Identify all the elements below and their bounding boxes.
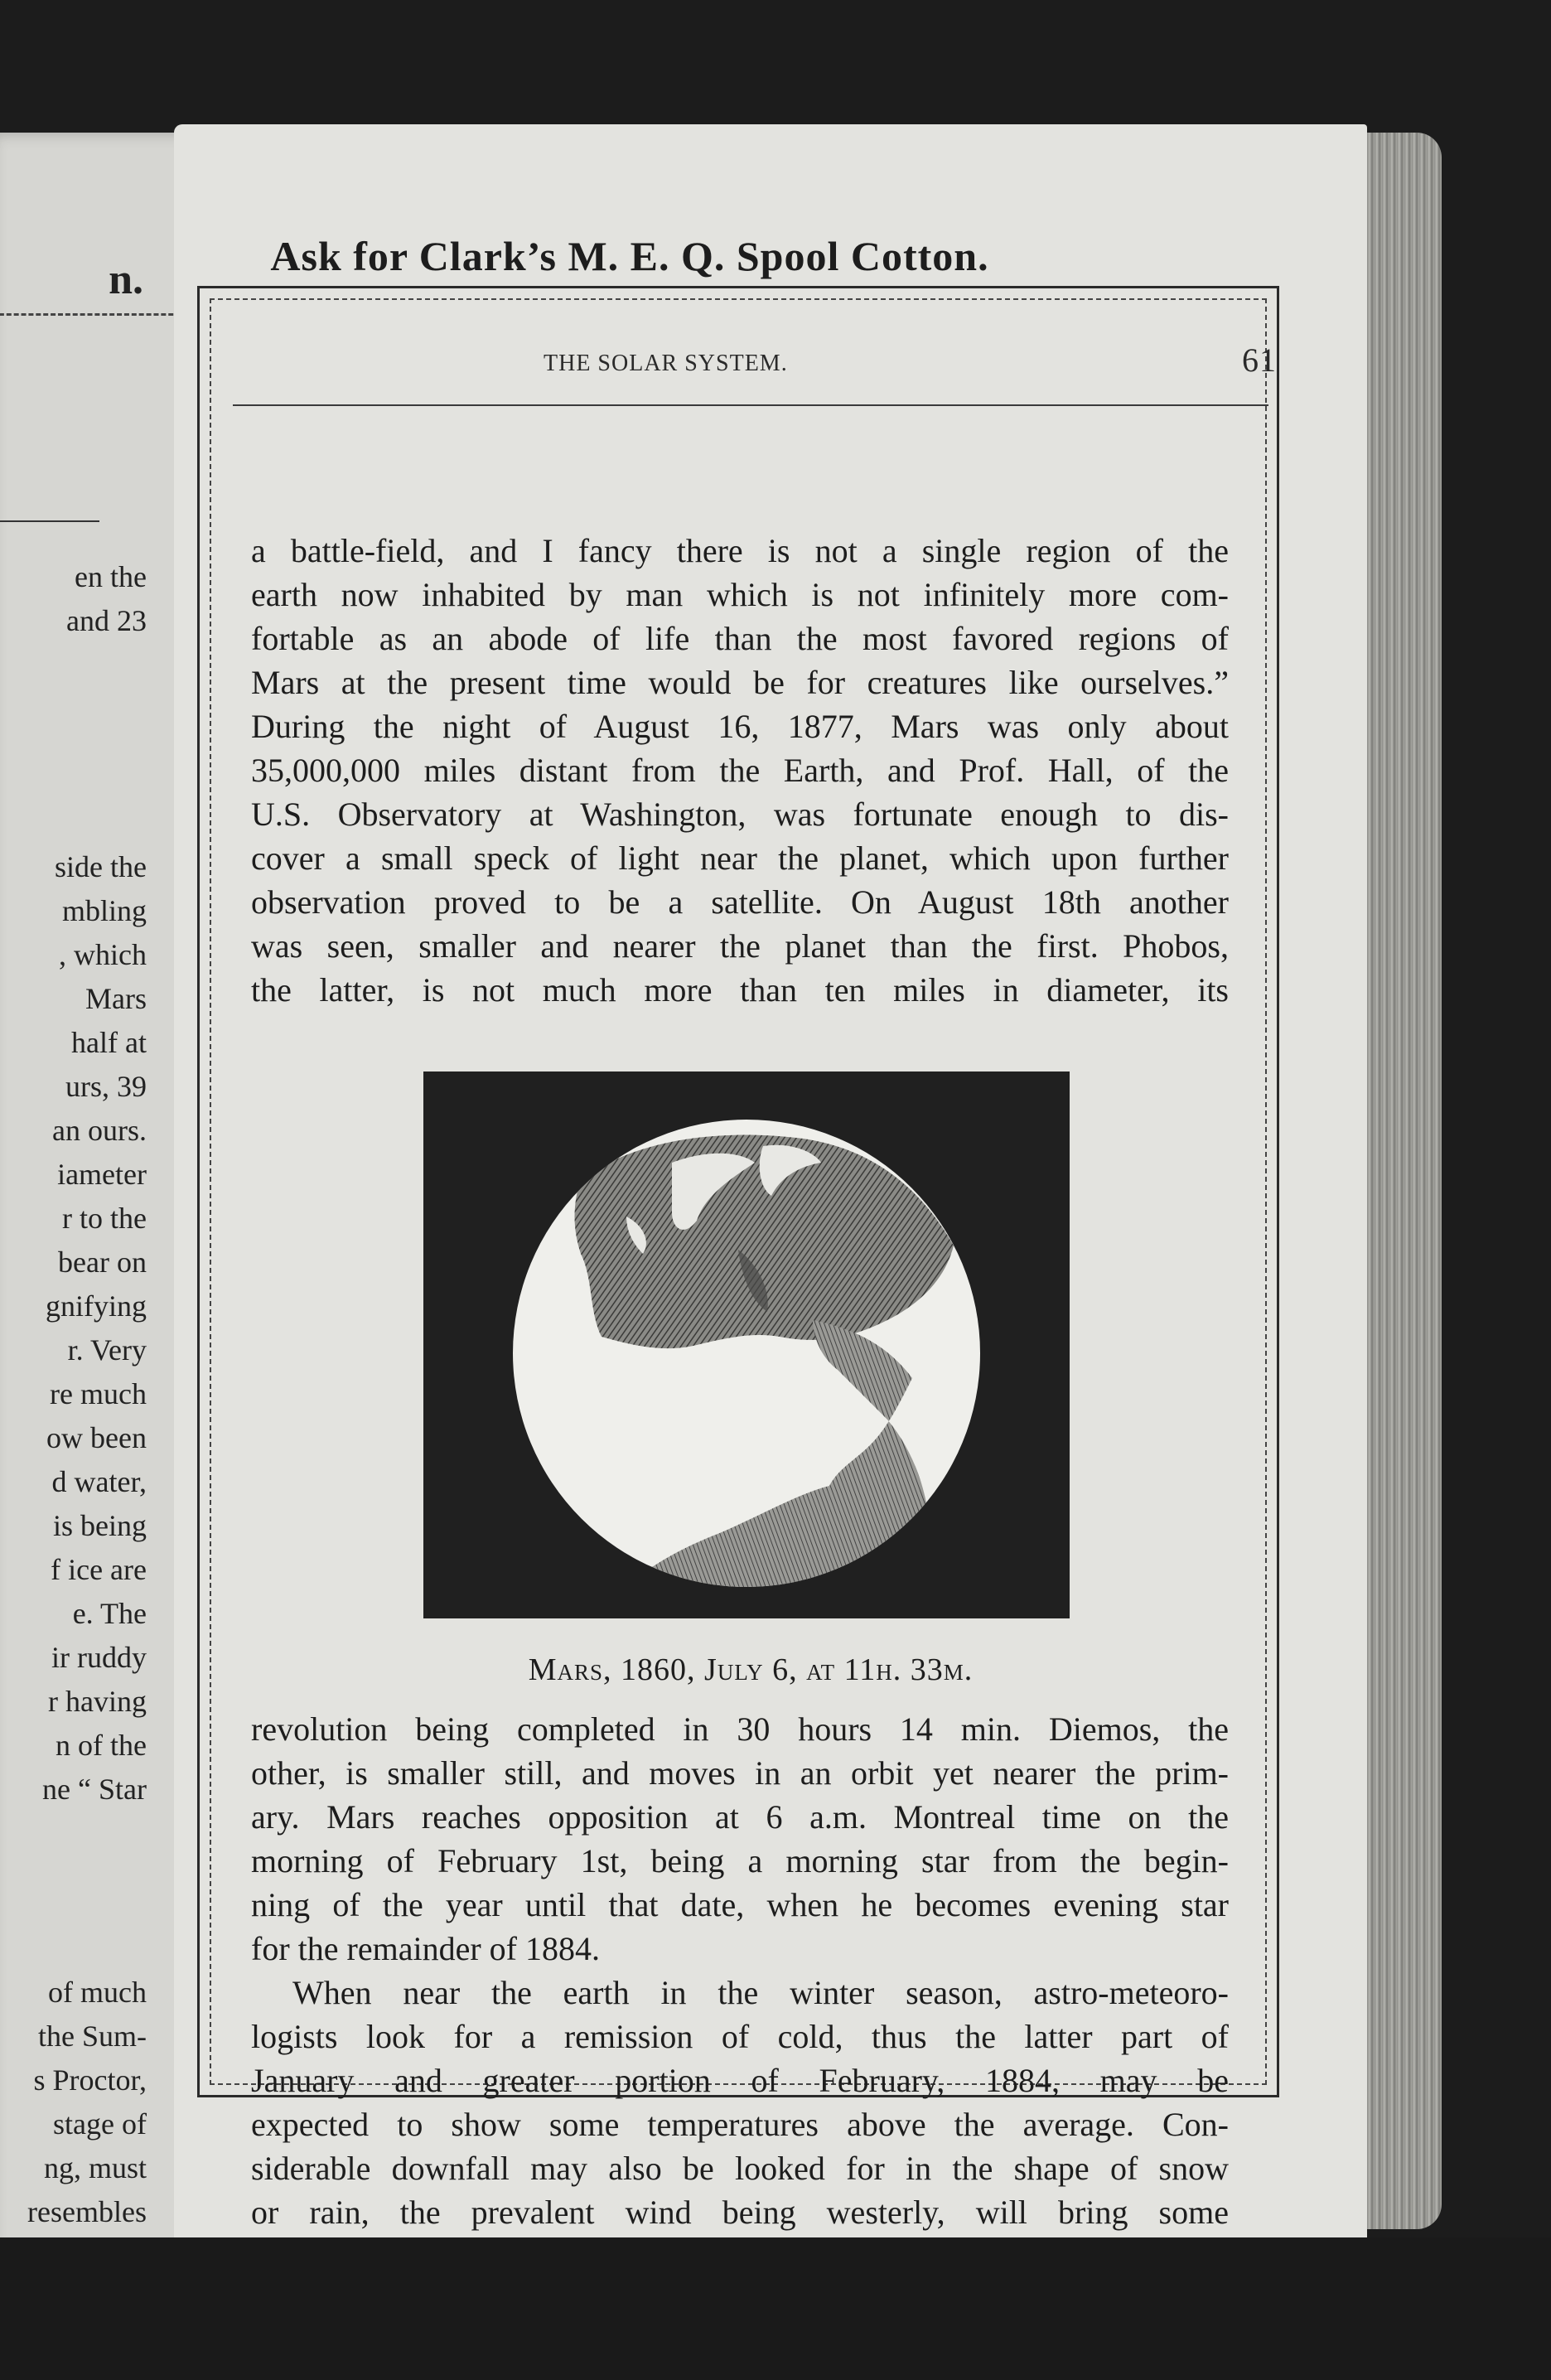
text-line: is being: [53, 1509, 147, 1542]
text-line: fortable as an abode of life than the most favored regions of: [251, 620, 1229, 657]
text-line: was seen, smaller and nearer the planet than the first. Phobos,: [251, 927, 1229, 965]
text-line: e. The: [72, 1597, 147, 1630]
text-line: mbling: [61, 894, 147, 927]
text-line: , which: [59, 938, 147, 971]
previous-page-text-bottom: [0, 1971, 147, 2234]
text-line: cover a small speck of light near the planet, which upon further: [251, 839, 1229, 877]
text-line: re much: [50, 1377, 147, 1410]
text-line: morning of February 1st, being a morning star from the begin-: [251, 1842, 1229, 1879]
page-number: 61: [1242, 341, 1277, 379]
text-line: ng, must: [43, 2151, 147, 2184]
text-line: resembles: [27, 2195, 147, 2228]
text-line: an ours.: [52, 1114, 147, 1147]
mars-illustration: [423, 1071, 1070, 1618]
text-line: n of the: [56, 1729, 147, 1762]
text-line: or rain, the prevalent wind being westerly, will bring some: [251, 2194, 1229, 2231]
text-line: earth now inhabited by man which is not infinitely more com-: [251, 576, 1229, 613]
page-61: [174, 124, 1367, 2237]
text-line: 35,000,000 miles distant from the Earth, and Prof. Hall, of the: [251, 752, 1229, 789]
text-line: f ice are: [51, 1553, 147, 1586]
text-line: s Proctor,: [33, 2063, 147, 2097]
advertisement-header: Ask for Clark’s M. E. Q. Spool Cotton.: [270, 233, 989, 279]
text-line: U.S. Observatory at Washington, was fortunate enough to dis-: [251, 796, 1229, 833]
paragraph-2: [251, 1707, 1229, 1971]
text-line: ne “ Star: [42, 1773, 147, 1806]
text-line: the Sum-: [38, 2020, 147, 2053]
text-line: other, is smaller still, and moves in an orbit yet nearer the prim-: [251, 1754, 1229, 1792]
paragraph-3: [251, 1971, 1229, 2234]
text-line: r. Very: [67, 1333, 147, 1367]
previous-page: [0, 133, 203, 2254]
running-head-rule: [233, 404, 1268, 406]
previous-page-text-top: [0, 555, 147, 643]
text-line: r having: [48, 1685, 147, 1718]
text-line: ning of the year until that date, when he becomes evening star: [251, 1886, 1229, 1923]
text-line: bear on: [58, 1246, 147, 1279]
paragraph-1: [251, 529, 1229, 1012]
text-line: siderable downfall may also be looked for in the shape of snow: [251, 2150, 1229, 2187]
text-line: gnifying: [46, 1289, 147, 1323]
text-line: and 23: [66, 604, 147, 637]
text-line: Mars: [85, 982, 147, 1015]
text-line: for the remainder of 1884.: [251, 1930, 600, 1967]
page-block-edges: [1367, 133, 1442, 2229]
text-line: the latter, is not much more than ten miles in diameter, its: [251, 971, 1229, 1009]
text-line: When near the earth in the winter season, astro-meteoro-: [292, 1974, 1229, 2011]
previous-page-rule: [0, 520, 99, 522]
text-line: d water,: [51, 1465, 147, 1498]
text-line: side the: [55, 850, 147, 883]
running-head-title: THE SOLAR SYSTEM.: [544, 351, 788, 376]
text-line: iameter: [57, 1158, 147, 1191]
text-line: en the: [75, 560, 147, 593]
text-line: expected to show some temperatures above the average. Con-: [251, 2106, 1229, 2143]
text-line: logists look for a remission of cold, thus the latter part of: [251, 2018, 1229, 2055]
text-line: urs, 39: [65, 1070, 147, 1103]
mars-drawing: [423, 1071, 1070, 1618]
previous-page-text-middle: [0, 845, 147, 1812]
page-border: [197, 286, 1279, 2231]
text-line: of much: [48, 1976, 147, 2009]
text-line: Mars at the present time would be for creatures like ourselves.”: [251, 664, 1229, 701]
text-line: r to the: [62, 1202, 147, 1235]
text-line: stage of: [53, 2107, 147, 2141]
background-table: [0, 2237, 1551, 2380]
text-line: observation proved to be a satellite. On August 18th another: [251, 883, 1229, 921]
text-line: ow been: [46, 1421, 147, 1454]
text-line: During the night of August 16, 1877, Mars was only about: [251, 708, 1229, 745]
text-line: a battle-field, and I fancy there is not a single region of the: [251, 532, 1229, 569]
previous-page-header-fragment: n.: [109, 256, 143, 303]
text-line: January and greater portion of February, 1884, may be: [251, 2062, 1229, 2099]
figure-caption: Mars, 1860, July 6, at 11h. 33m.: [528, 1652, 974, 1687]
text-line: ir ruddy: [51, 1641, 147, 1674]
text-line: half at: [71, 1026, 147, 1059]
text-line: revolution being completed in 30 hours 14 min. Diemos, the: [251, 1710, 1229, 1748]
text-line: ary. Mars reaches opposition at 6 a.m. Montreal time on the: [251, 1798, 1229, 1836]
